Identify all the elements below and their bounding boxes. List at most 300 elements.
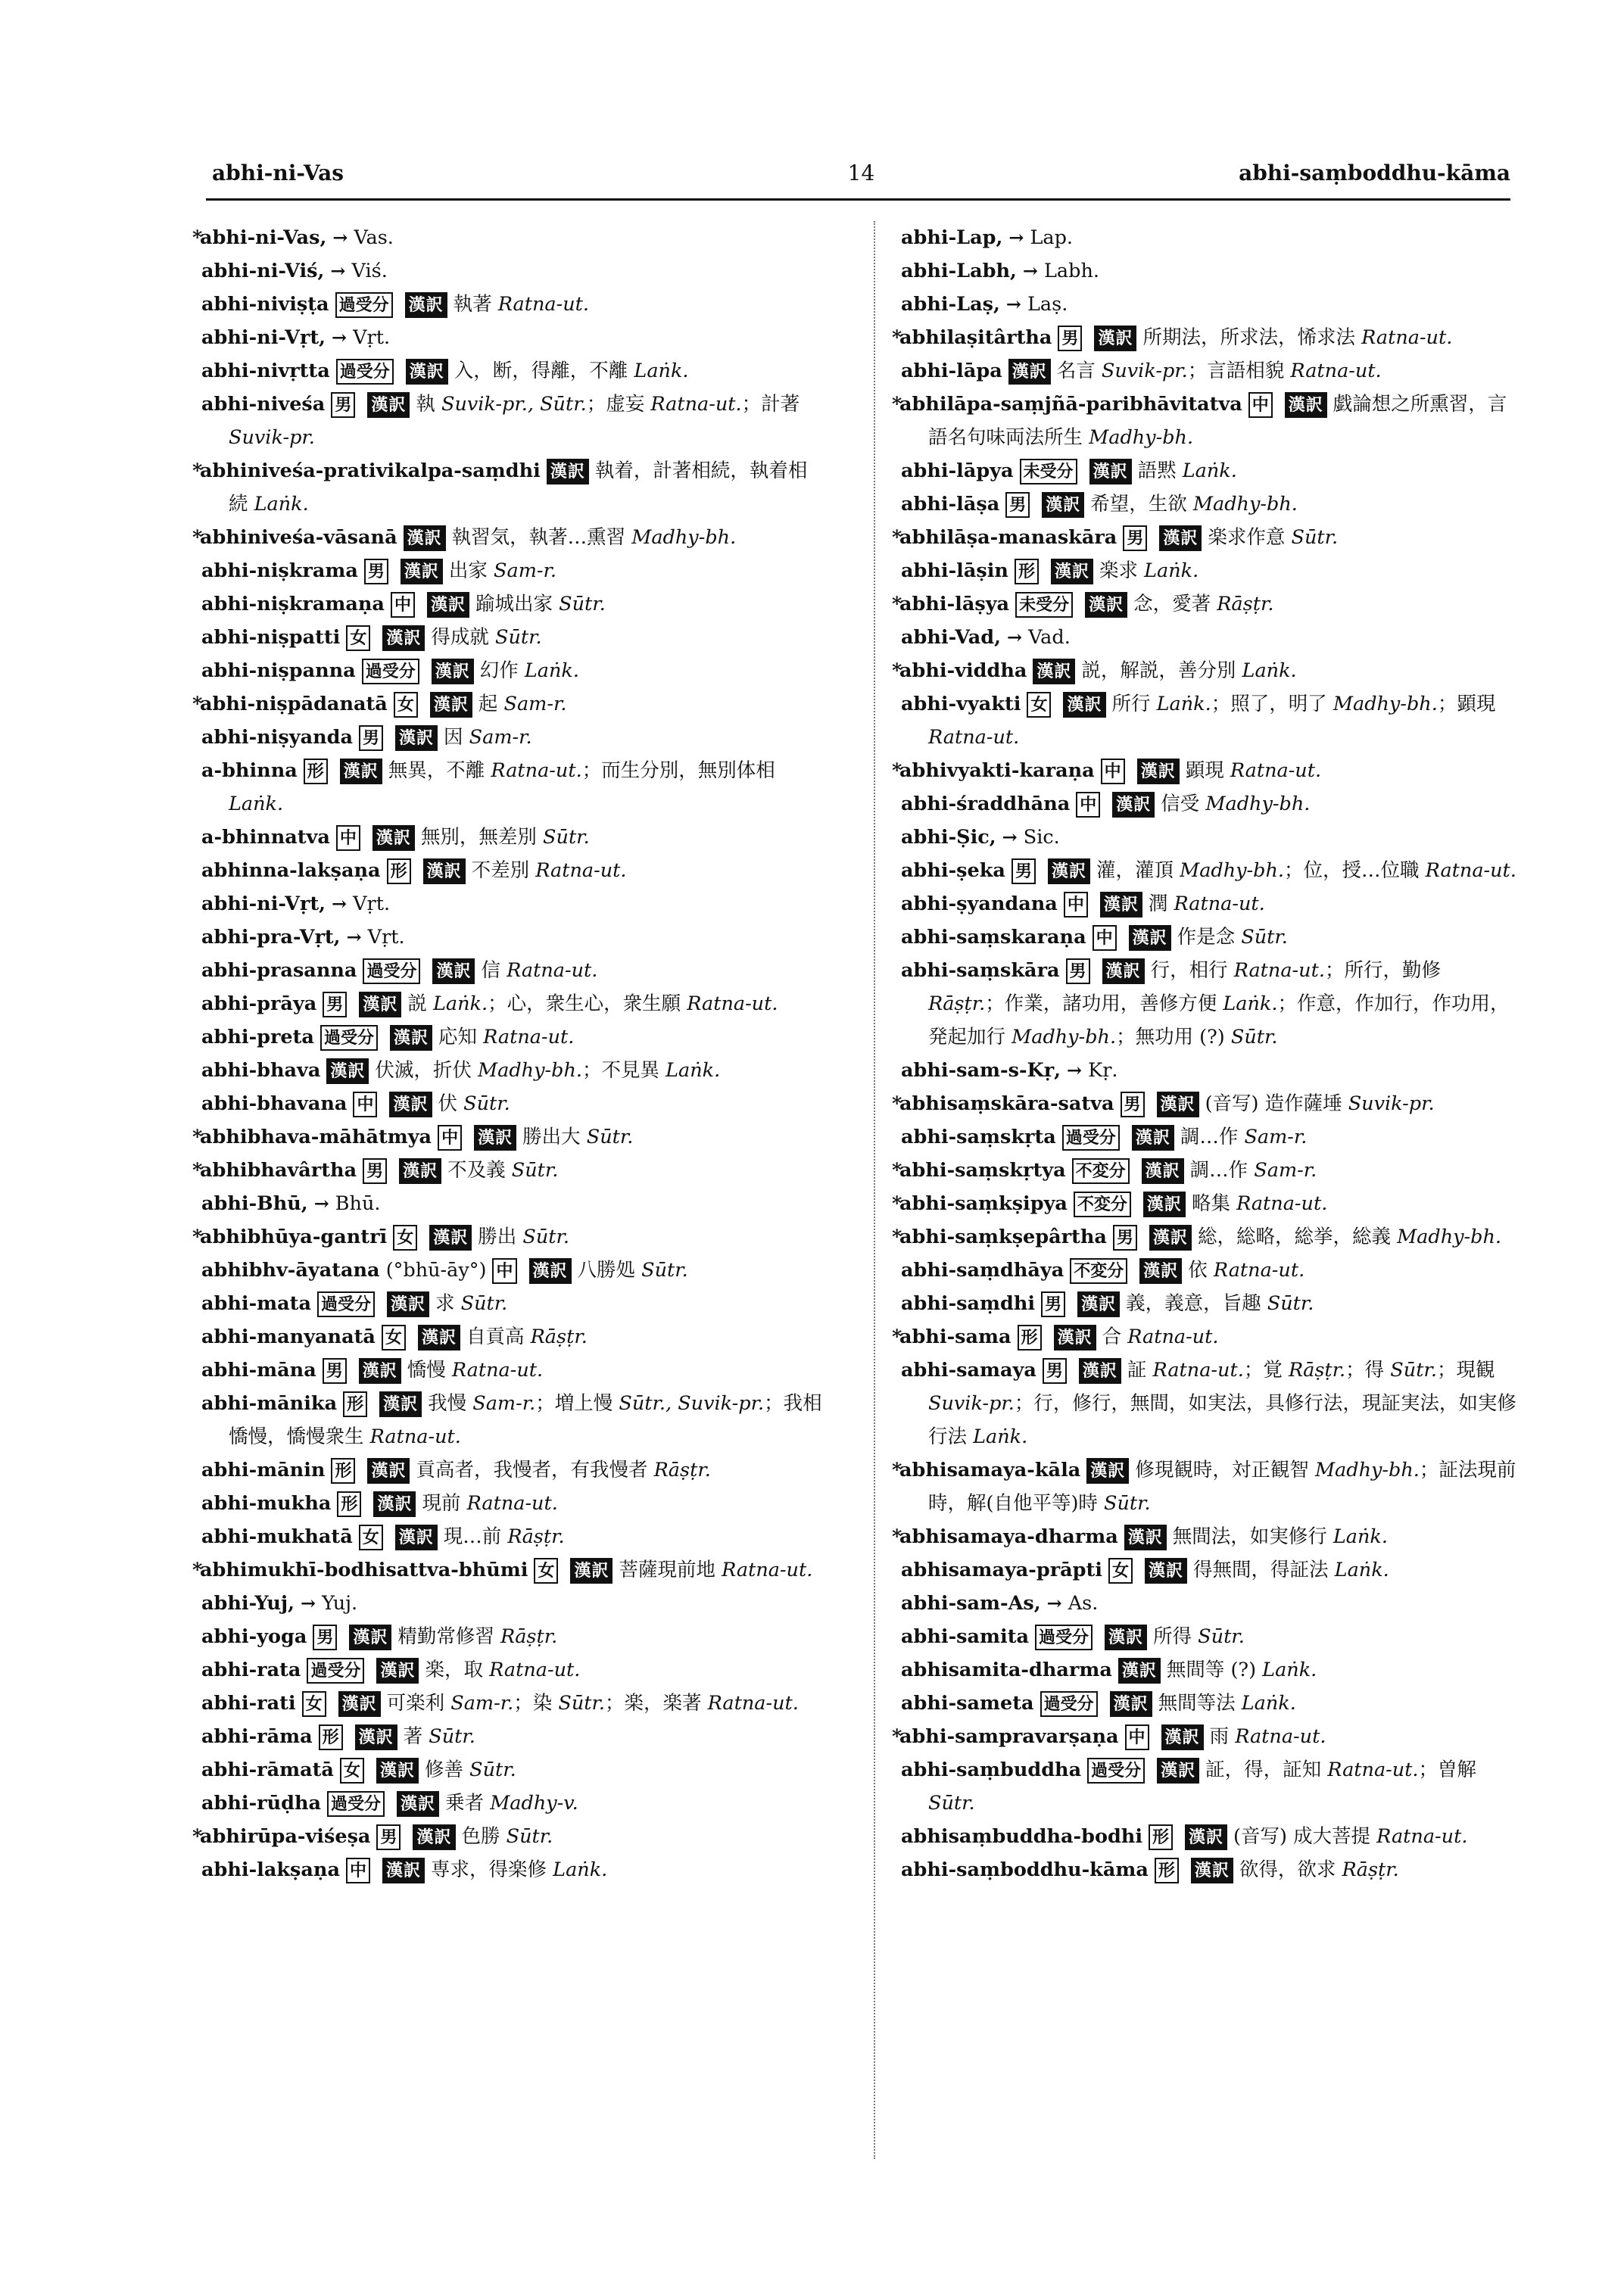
dictionary-entry [198,621,825,654]
translation-tag: 漢訳 [1185,1824,1227,1850]
source-reference: Madhy-bh. [1205,793,1311,815]
translation-tag: 漢訳 [427,592,469,618]
translation-tag: 漢訳 [1191,1858,1233,1883]
dictionary-entry [198,1187,825,1220]
definition: 因 [444,726,463,749]
dictionary-entry [192,1120,825,1154]
source-reference: Ratna-ut. [489,1659,581,1681]
source-reference: Sūtr. [558,1692,605,1715]
source-reference: Ratna-ut. [687,992,778,1015]
dictionary-entry [198,1653,825,1687]
source-reference: Sūtr. [559,593,606,615]
headword: abhi-pra-Vṛt, [201,926,341,949]
translation-tag: 漢訳 [1094,326,1136,351]
star-marker: * [892,593,902,615]
dictionary-entry [198,821,825,854]
grammar-tag: 形 [331,1458,355,1484]
dictionary-entry [198,1520,825,1553]
dictionary-entry [898,1254,1517,1287]
star-marker: * [192,693,203,715]
dictionary-entry [898,687,1517,754]
definition: 調…作 [1189,1159,1248,1182]
translation-tag: 漢訳 [359,992,401,1017]
definition: ；曽解 [1418,1759,1477,1781]
definition: Vṛt. [353,893,391,915]
translation-tag: 漢訳 [474,1125,516,1151]
source-reference: Ratna-ut. [1152,1359,1244,1382]
dictionary-entry [198,887,825,921]
source-reference: Ratna-ut. [1290,360,1382,382]
grammar-tag: 男 [364,559,388,584]
dictionary-entry [198,1320,825,1354]
source-reference: Ratna-ut. [1174,893,1265,915]
source-reference: Laṅk. [254,493,309,516]
headword: abhi-ṣeka [901,859,1005,882]
translation-tag: 漢訳 [1157,1092,1199,1117]
grammar-tag: 女 [340,1758,364,1784]
headword: abhi-saṃdhāya [901,1259,1064,1282]
translation-tag: 漢訳 [395,725,438,751]
entry-columns [192,221,1517,2159]
translation-tag: 漢訳 [1139,1258,1182,1284]
dictionary-entry [198,1620,825,1653]
source-reference: Ratna-ut. [1376,1825,1468,1848]
definition: 楽求 [1099,559,1139,582]
grammar-tag: 形 [1155,1858,1179,1883]
definition: ；不見異 [581,1059,659,1082]
definition: ；計著 [741,393,800,416]
grammar-tag: 中 [346,1858,370,1883]
translation-tag: 漢訳 [1124,1525,1167,1550]
definition: 無間法，如実修行 [1172,1525,1327,1548]
source-reference: Ratna-ut. [497,293,589,316]
headword: abhi-mata [201,1292,311,1315]
headword: abhi-rāma [201,1725,313,1748]
dictionary-entry [198,1487,825,1520]
definition: 楽求作意 [1208,526,1286,549]
headword: abhi-mukhatā [201,1525,353,1548]
dictionary-entry [898,288,1517,321]
star-marker: * [892,326,902,349]
translation-tag: 漢訳 [382,625,425,651]
headword: abhibhava-māhātmya [200,1126,432,1148]
translation-tag: 漢訳 [1102,958,1145,984]
headword: abhi-lakṣaṇa [201,1858,340,1881]
cross-reference-arrow: → [1008,226,1024,248]
dictionary-entry [198,1753,825,1787]
dictionary-entry [898,488,1517,521]
translation-tag: 漢訳 [547,459,589,484]
definition: ；所行，勤修 [1324,959,1441,982]
definition: 色勝 [461,1825,500,1848]
headword: abhi-lāṣin [901,559,1008,582]
headword: abhi-niveśa [201,393,326,416]
grammar-tag: 形 [319,1724,343,1750]
translation-tag: 漢訳 [529,1258,572,1284]
dictionary-entry [898,454,1517,488]
headword: abhi-saṃkṣipya [899,1192,1068,1215]
translation-tag: 漢訳 [326,1058,369,1084]
grammar-tag: 過受分 [336,359,394,385]
definition: 略集 [1191,1192,1230,1215]
translation-tag: 漢訳 [1112,792,1155,818]
grammar-tag: 男 [323,1358,347,1384]
definition: 調…作 [1180,1126,1239,1148]
translation-tag: 漢訳 [570,1558,613,1584]
translation-tag: 漢訳 [1085,592,1127,618]
dictionary-entry [198,854,825,887]
source-reference: Ratna-ut. [722,1559,813,1581]
translation-tag: 漢訳 [340,759,382,784]
grammar-tag: 中 [336,825,360,851]
dictionary-entry [898,1853,1517,1886]
grammar-tag: 女 [346,625,370,651]
translation-tag: 漢訳 [1008,359,1051,385]
cross-reference-arrow: → [1005,293,1021,315]
definition: 無異，不離 [388,759,485,782]
translation-tag: 漢訳 [1048,858,1090,884]
star-marker: * [192,1126,203,1148]
definition: 可楽利 [386,1692,445,1715]
source-reference: Rāṣṭr. [928,992,986,1015]
definition: ；虚妄 [586,393,645,416]
source-reference: Rāṣṭr. [653,1459,711,1481]
source-reference: Sam-r. [469,726,532,749]
grammar-tag: 中 [438,1125,462,1151]
grammar-tag: 未受分 [1015,592,1073,618]
grammar-tag: 中 [492,1258,516,1284]
definition: 信受 [1161,793,1200,815]
headword: abhi-rati [201,1692,296,1715]
translation-tag: 漢訳 [379,1391,422,1417]
translation-tag: 漢訳 [1077,1291,1120,1317]
translation-tag: 漢訳 [430,692,472,718]
definition: ；言語相貌 [1187,360,1285,382]
definition: 修現観時，対正観智 [1135,1459,1309,1481]
source-reference: Suvik-pr. [229,426,315,449]
dictionary-entry [892,521,1517,554]
dictionary-entry [892,1220,1517,1254]
star-marker: * [192,226,203,249]
definition: 行，相行 [1150,959,1228,982]
dictionary-entry [898,1653,1517,1687]
source-reference: Sūtr. [522,1226,570,1248]
definition: Vas. [354,226,394,249]
definition: 総，総略，総挙，総義 [1197,1226,1391,1248]
definition: 証 [1127,1359,1147,1382]
star-marker: * [192,1559,203,1581]
definition: 出家 [448,559,488,582]
definition: 八勝処 [577,1259,636,1282]
headword: abhi-saṃskāra [901,959,1060,982]
definition: 義，義意，旨趣 [1126,1292,1261,1315]
dictionary-entry [892,654,1517,687]
star-marker: * [892,1192,902,1215]
source-reference: Laṅk. [432,992,488,1015]
cross-reference-arrow: → [332,226,348,248]
headword: abhisamaya-dharma [899,1525,1118,1548]
grammar-tag: 形 [1149,1824,1173,1850]
translation-tag: 漢訳 [423,858,466,884]
definition: 所行 [1111,693,1151,715]
definition: 戯論想之所熏習，言語名句味両法所生 [928,393,1507,449]
headword: abhilāṣa-manaskāra [899,526,1117,549]
definition: 無別，無差別 [420,826,537,849]
definition: 不差別 [471,859,530,882]
headword: abhi-niṣpanna [201,659,356,682]
headword: abhi-viddha [899,659,1027,682]
headword: abhi-saṃdhi [901,1292,1036,1315]
grammar-tag: 形 [343,1391,367,1417]
translation-tag: 漢訳 [1129,925,1171,951]
definition: 説 [407,992,427,1015]
definition: 灌，灌頂 [1096,859,1174,882]
headword: abhi-niviṣṭa [201,293,329,316]
headword: abhi-mukha [201,1492,332,1515]
headword: abhi-ni-Vṛt, [201,893,326,915]
definition: 信 [481,959,500,982]
definition: (音写) 造作薩埵 [1205,1092,1342,1115]
headword: abhi-saṃskaraṇa [901,926,1086,949]
source-reference: Rāṣṭr. [500,1625,558,1648]
source-reference: Laṅk. [1182,460,1237,482]
headword: abhi-Yuj, [201,1592,295,1615]
grammar-tag: 女 [302,1691,326,1717]
translation-tag: 漢訳 [1110,1691,1152,1717]
definition: ；顕現 [1437,693,1496,715]
source-reference: Ratna-ut. [451,1359,544,1382]
headword: abhi-saṃkṣepârtha [899,1226,1107,1248]
definition: 執習気，執著…熏習 [451,526,626,549]
translation-tag: 漢訳 [1132,1125,1174,1151]
definition: ；無功用 (?) [1116,1026,1225,1048]
source-reference: Ratna-ut. [1213,1259,1305,1282]
dictionary-entry [198,1054,825,1087]
headword: abhirūpa-viśeṣa [200,1825,371,1848]
dictionary-entry [192,1220,825,1254]
grammar-tag: 不変分 [1072,1158,1130,1184]
headword: abhibhūya-gantrī [200,1226,388,1248]
definition: 語黙 [1137,460,1177,482]
dictionary-entry [898,1287,1517,1320]
headword: abhimukhī-bodhisattva-bhūmi [200,1559,528,1581]
source-reference: Sūtr. [506,1825,553,1848]
definition: (音写) 成大菩提 [1233,1825,1371,1848]
headword: abhisaṃskāra-satva [899,1092,1114,1115]
cross-reference-arrow: → [1006,626,1023,648]
translation-tag: 漢訳 [390,1025,432,1051]
grammar-tag: 女 [534,1558,558,1584]
translation-tag: 漢訳 [1063,692,1105,718]
dictionary-entry [898,854,1517,887]
definition: ；証法現前時，解(自他平等)時 [928,1459,1516,1515]
translation-tag: 漢訳 [367,392,410,418]
source-reference: Sūtr. [543,826,590,849]
headword: abhi-niṣkrama [201,559,358,582]
definition: 念，愛著 [1133,593,1211,615]
source-reference: Ratna-ut. [1425,859,1516,882]
headword: abhi-prasanna [201,959,357,982]
source-reference: Madhy-bh. [1180,859,1285,882]
dictionary-entry [898,1553,1517,1587]
grammar-tag: 男 [359,725,383,751]
definition: Labh. [1043,260,1099,282]
headword: abhi-saṃboddhu-kāma [901,1858,1149,1881]
translation-tag: 漢訳 [413,1824,455,1850]
dictionary-entry [198,1453,825,1487]
headword: abhi-Labh, [901,260,1017,282]
dictionary-entry [198,1720,825,1753]
headword: abhi-Lap, [901,226,1003,249]
dictionary-entry [198,1587,825,1620]
dictionary-entry [892,587,1517,621]
definition: As. [1068,1592,1099,1615]
source-reference: Ratna-ut. [1327,1759,1419,1781]
grammar-tag: 男 [1005,492,1030,518]
dictionary-entry [192,221,825,254]
source-reference: Ratna-ut. [1127,1326,1219,1348]
definition: 勝出 [478,1226,517,1248]
definition: ；染 [513,1692,553,1715]
grammar-tag: 中 [1125,1724,1149,1750]
source-reference: Laṅk. [634,360,689,382]
dictionary-entry [192,1553,825,1587]
source-reference: Sam-r. [503,693,567,715]
source-reference: Suvik-pr. [1348,1092,1435,1115]
headword: abhi-saṃbuddha [901,1759,1082,1781]
headword: abhi-bhava [201,1059,321,1082]
source-reference: Madhy-bh. [1089,426,1194,449]
definition: 依 [1188,1259,1208,1282]
definition: 求 [435,1292,455,1315]
source-reference: Sūtr., Suvik-pr. [619,1392,765,1415]
dictionary-entry [892,754,1517,787]
dictionary-entry [198,987,825,1020]
headword: abhi-rata [201,1659,301,1681]
definition: 無間等 (?) [1166,1659,1257,1681]
grammar-tag: 過受分 [1087,1758,1145,1784]
headword: abhi-lāpya [901,460,1014,482]
headword: abhi-lāṣa [901,493,1000,516]
headword: abhi-mānika [201,1392,338,1415]
translation-tag: 漢訳 [1145,1558,1187,1584]
headword: abhi-rūḍha [201,1792,322,1815]
headword: abhi-bhavana [201,1092,348,1115]
translation-tag: 漢訳 [406,359,448,385]
source-reference: Ratna-ut. [707,1692,799,1715]
dictionary-entry [898,1620,1517,1653]
headword: a-bhinna [201,759,298,782]
headword: abhivyakti-karaṇa [899,759,1095,782]
source-reference: Ratna-ut. [1233,959,1325,982]
source-reference: Madhy-bh. [631,526,737,549]
definition: 著 [403,1725,423,1748]
source-reference: Ratna-ut. [1236,1192,1328,1215]
star-marker: * [192,526,203,549]
source-reference: Madhy-bh. [1333,693,1438,715]
dictionary-entry [892,388,1517,454]
translation-tag: 漢訳 [404,525,446,551]
star-marker: * [892,659,902,682]
source-reference: Suvik-pr. [1101,360,1188,382]
translation-tag: 漢訳 [1161,1724,1204,1750]
source-reference: Madhy-bh. [478,1059,582,1082]
translation-tag: 漢訳 [1149,1225,1192,1251]
grammar-tag: 不変分 [1074,1192,1131,1217]
dictionary-entry [198,1087,825,1120]
source-reference: Sūtr. [1241,926,1288,949]
definition: 応知 [438,1026,478,1048]
grammar-tag: 男 [1123,525,1147,551]
grammar-tag: 不変分 [1070,1258,1127,1284]
source-reference: Sūtr. [928,1792,975,1815]
cross-reference-arrow: → [313,1192,329,1214]
definition: 合 [1102,1326,1122,1348]
grammar-tag: 過受分 [1062,1125,1120,1151]
dictionary-entry [892,321,1517,354]
grammar-tag: 男 [313,1625,337,1650]
star-marker: * [192,1159,203,1182]
star-marker: * [892,1725,902,1748]
dictionary-entry [892,1087,1517,1120]
translation-tag: 漢訳 [389,1092,432,1117]
grammar-tag: 過受分 [307,1658,364,1684]
definition: ；作意，作加行，作功用，発起加行 [928,992,1510,1048]
headword: abhisamaya-kāla [899,1459,1081,1481]
definition: 顕現 [1185,759,1224,782]
dictionary-entry [198,1853,825,1886]
dictionary-entry [898,1054,1517,1087]
dictionary-entry [198,321,825,354]
headword: abhi-saṃskṛtya [899,1159,1066,1182]
definition: 欲得，欲求 [1239,1858,1336,1881]
translation-tag: 漢訳 [372,825,415,851]
headword: abhi-preta [201,1026,314,1048]
headword: abhi-yoga [201,1625,307,1648]
grammar-tag: 中 [391,592,415,618]
headword: abhisaṃbuddha-bodhi [901,1825,1143,1848]
source-reference: Ratna-ut. [369,1425,461,1448]
dictionary-entry [898,1120,1517,1154]
dictionary-entry [192,1820,825,1853]
source-reference: Sūtr. [469,1759,516,1781]
source-reference: Laṅk. [1242,659,1297,682]
source-reference: Rāṣṭr. [1288,1359,1346,1382]
headword: abhi-ṣyandana [901,893,1058,915]
dictionary-entry [898,554,1517,587]
dictionary-entry [198,554,825,587]
definition: Bhū. [335,1192,381,1215]
definition: Laṣ. [1027,293,1068,316]
source-reference: Ratna-ut. [1235,1725,1326,1748]
cross-reference-arrow: → [330,260,346,282]
dictionary-entry [892,1187,1517,1220]
headword: abhisamaya-prāpti [901,1559,1102,1581]
star-marker: * [892,1159,902,1182]
translation-tag: 漢訳 [395,1525,438,1550]
definition: ；照了，明了 [1211,693,1327,715]
translation-tag: 漢訳 [1143,1192,1186,1217]
definition: Sic. [1023,826,1060,849]
headword: abhilāpa-saṃjñā-paribhāvitatva [899,393,1242,416]
dictionary-entry [892,1720,1517,1753]
translation-tag: 漢訳 [338,1691,381,1717]
translation-tag: 漢訳 [1079,1358,1121,1384]
headword: abhi-samita [901,1625,1030,1648]
dictionary-entry [898,821,1517,854]
dictionary-entry [198,587,825,621]
headword: abhilaṣitârtha [899,326,1052,349]
